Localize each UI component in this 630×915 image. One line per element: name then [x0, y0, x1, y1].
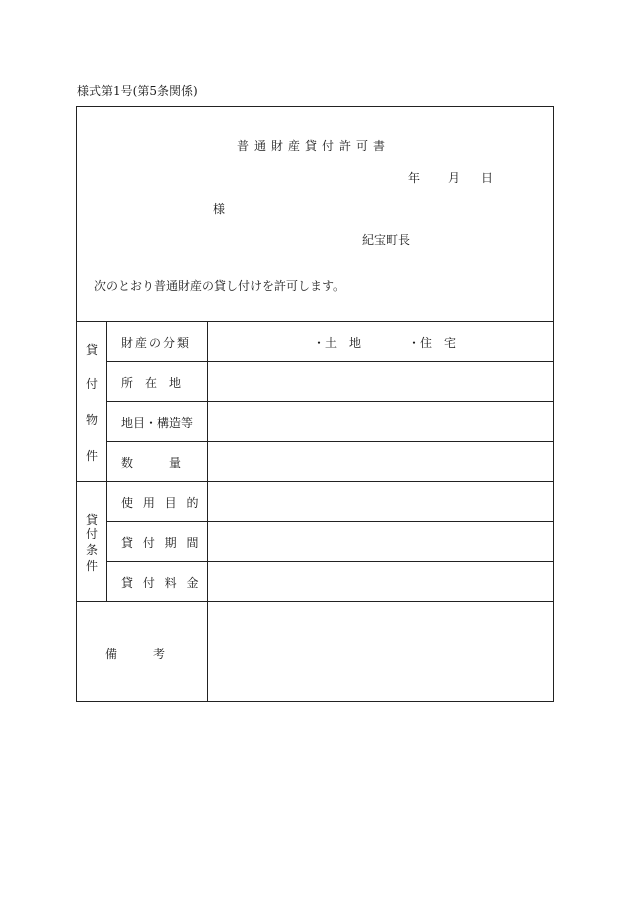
property-group-char: 物 — [85, 413, 98, 427]
issuer-name: 紀宝町長 — [362, 233, 411, 247]
land-category-value-cell[interactable] — [208, 402, 553, 441]
quantity-value-cell[interactable] — [208, 442, 553, 481]
table-top-rule — [77, 321, 553, 322]
property-group-char: 付 — [85, 377, 98, 391]
quantity-label: 数 量 — [121, 456, 182, 470]
date-month-label: 月 — [448, 171, 461, 185]
fee-value-cell[interactable] — [208, 562, 553, 601]
location-value-cell[interactable] — [208, 362, 553, 401]
remarks-label: 備 考 — [105, 647, 166, 661]
period-label: 貸 付 期 間 — [121, 536, 202, 550]
classification-option-house[interactable]: ・住 宅 — [408, 336, 457, 350]
conditions-group-char: 条 — [85, 543, 98, 557]
land-category-label: 地目・構造等 — [121, 416, 194, 430]
conditions-group-char: 付 — [85, 527, 98, 541]
purpose-value-cell[interactable] — [208, 482, 553, 521]
date-year-label: 年 — [408, 171, 421, 185]
group-column-rule — [106, 321, 107, 601]
permission-statement: 次のとおり普通財産の貸し付けを許可します。 — [94, 279, 346, 293]
property-group-char: 件 — [85, 449, 98, 463]
form-number-label: 様式第1号(第5条関係) — [77, 84, 198, 98]
conditions-group-char: 貸 — [85, 513, 98, 527]
date-day-label: 日 — [481, 171, 494, 185]
purpose-label: 使 用 目 的 — [121, 496, 202, 510]
permit-form-frame — [76, 106, 554, 702]
classification-label: 財産の分類 — [121, 336, 192, 350]
classification-option-land[interactable]: ・土 地 — [313, 336, 362, 350]
property-group-char: 貸 — [85, 343, 98, 357]
document-title: 普通財産貸付許可書 — [237, 139, 391, 153]
recipient-honorific: 様 — [213, 202, 226, 216]
fee-label: 貸 付 料 金 — [121, 576, 202, 590]
remarks-value-cell[interactable] — [208, 602, 553, 701]
location-label: 所 在 地 — [121, 376, 182, 390]
conditions-group-char: 件 — [85, 559, 98, 573]
period-value-cell[interactable] — [208, 522, 553, 561]
